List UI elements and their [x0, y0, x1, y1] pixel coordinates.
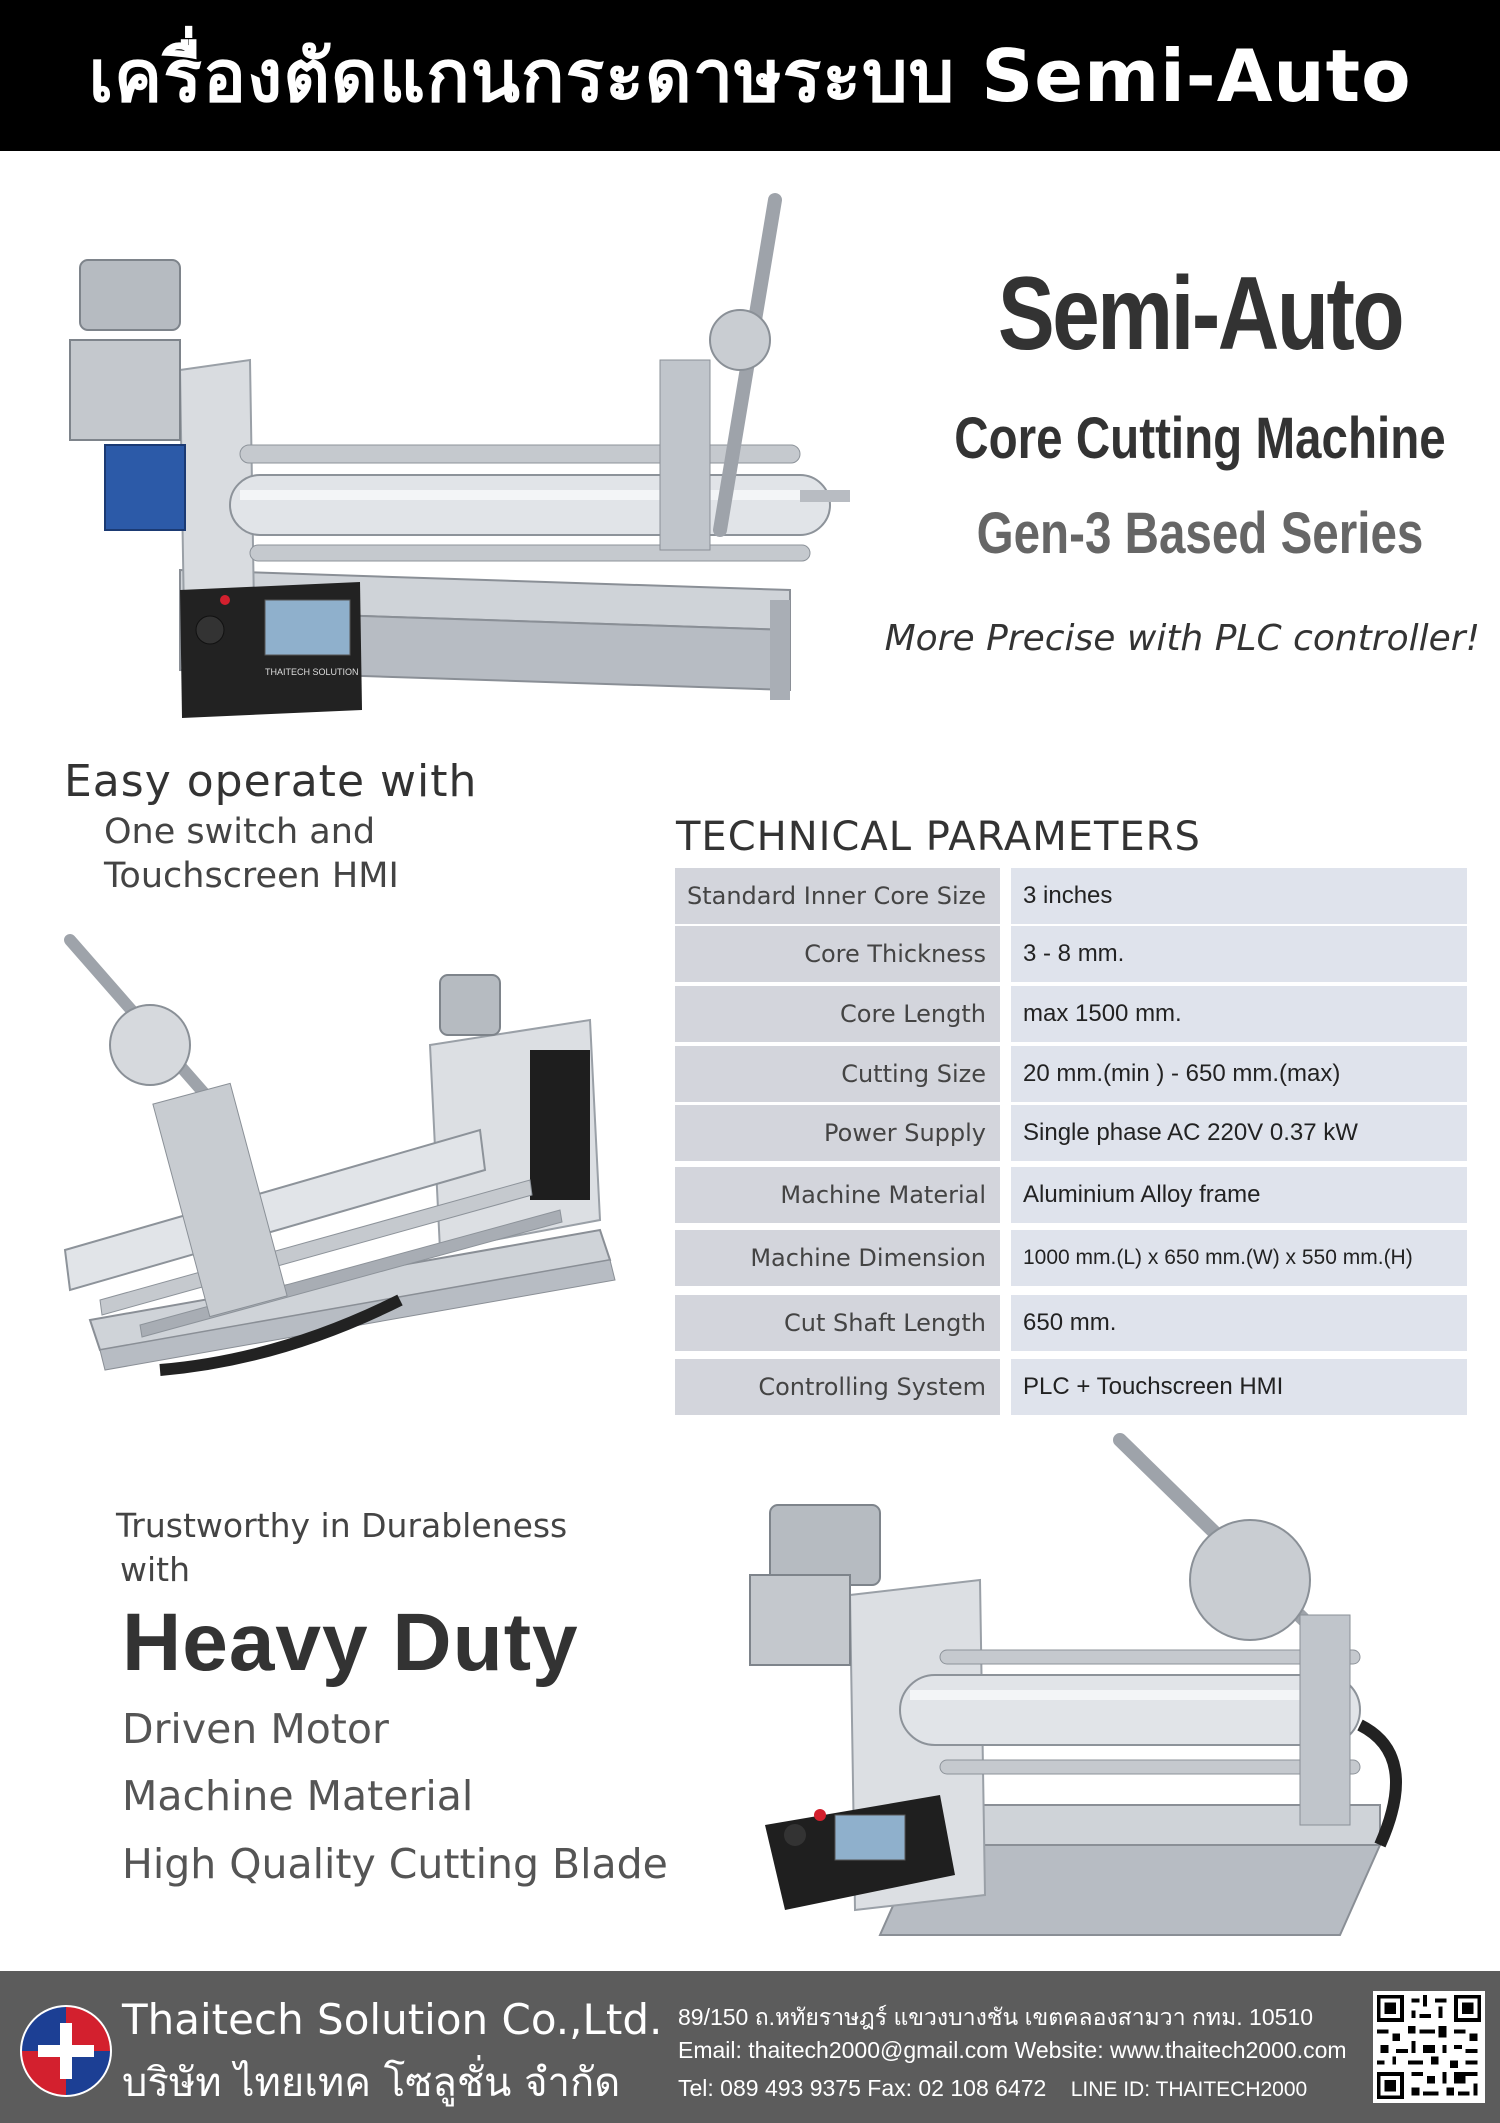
- feature-item: Driven Motor: [122, 1705, 389, 1753]
- easy-operate-title: Easy operate with: [64, 756, 478, 807]
- easy-operate-line2: Touchscreen HMI: [104, 856, 399, 896]
- spec-row: [675, 1105, 1467, 1161]
- spec-value: 3 - 8 mm.: [1011, 926, 1467, 982]
- durability-line2: with: [120, 1550, 191, 1589]
- qr-code[interactable]: [1373, 1991, 1485, 2103]
- machine-photo-angle: [740, 1425, 1440, 1960]
- spec-label: Standard Inner Core Size: [675, 868, 1000, 924]
- spec-row: [675, 1167, 1467, 1223]
- spec-value: 3 inches: [1011, 868, 1467, 924]
- contact-email-website[interactable]: Email: thaitech2000@gmail.com Website: www.thaitech2000.com: [678, 2037, 1347, 2063]
- contact-phone-fax: [678, 2075, 1307, 2102]
- spec-label: Power Supply: [675, 1105, 1000, 1161]
- contact-phone-text[interactable]: Tel: 089 493 9375 Fax: 02 108 6472: [678, 2075, 1047, 2101]
- spec-value: 650 mm.: [1011, 1295, 1467, 1351]
- easy-operate-line1: One switch and: [104, 812, 376, 852]
- spec-row: [675, 926, 1467, 982]
- machine-photo-front: [60, 190, 850, 730]
- technical-parameters-title: TECHNICAL PARAMETERS: [676, 814, 1201, 860]
- panel-brand-label: THAITECH SOLUTION: [265, 667, 359, 677]
- spec-row: [675, 1230, 1467, 1286]
- spec-value: PLC + Touchscreen HMI: [1011, 1359, 1467, 1415]
- spec-row: [675, 868, 1467, 924]
- spec-row: [675, 1295, 1467, 1351]
- spec-label: Cut Shaft Length: [675, 1295, 1000, 1351]
- spec-value: max 1500 mm.: [1011, 986, 1467, 1042]
- spec-label: Cutting Size: [675, 1046, 1000, 1102]
- durability-line1: Trustworthy in Durableness: [116, 1506, 568, 1545]
- product-title: Semi-Auto: [997, 256, 1403, 372]
- spec-label: Core Length: [675, 986, 1000, 1042]
- page-title: เครื่องตัดแกนกระดาษระบบ Semi-Auto: [88, 34, 1412, 118]
- spec-label: Machine Dimension: [675, 1230, 1000, 1286]
- contact-line-id: LINE ID: THAITECH2000: [1070, 2078, 1308, 2101]
- machine-photo-rear: [60, 930, 640, 1420]
- heavy-duty-title: Heavy Duty: [122, 1597, 579, 1688]
- feature-item: Machine Material: [122, 1772, 474, 1820]
- spec-value: Aluminium Alloy frame: [1011, 1167, 1467, 1223]
- spec-label: Core Thickness: [675, 926, 1000, 982]
- product-series: Gen-3 Based Series: [976, 501, 1424, 566]
- spec-label: Controlling System: [675, 1359, 1000, 1415]
- feature-item: High Quality Cutting Blade: [122, 1840, 668, 1888]
- spec-value: 1000 mm.(L) x 650 mm.(W) x 550 mm.(H): [1011, 1230, 1467, 1286]
- company-address: 89/150 ถ.หทัยราษฎร์ แขวงบางชัน เขตคลองสามวา กทม. 10510: [678, 2004, 1313, 2030]
- company-logo: [18, 2003, 114, 2099]
- spec-row: [675, 1046, 1467, 1102]
- spec-value: 20 mm.(min ) - 650 mm.(max): [1011, 1046, 1467, 1102]
- spec-label: Machine Material: [675, 1167, 1000, 1223]
- company-name-th: บริษัท ไทยเทค โซลูชั่น จำกัด: [122, 2060, 621, 2106]
- product-tagline: More Precise with PLC controller!: [884, 618, 1480, 659]
- spec-row: [675, 1359, 1467, 1415]
- company-name-en: Thaitech Solution Co.,Ltd.: [122, 1995, 663, 2044]
- spec-row: [675, 986, 1467, 1042]
- product-subtitle: Core Cutting Machine: [954, 406, 1446, 471]
- spec-value: Single phase AC 220V 0.37 kW: [1011, 1105, 1467, 1161]
